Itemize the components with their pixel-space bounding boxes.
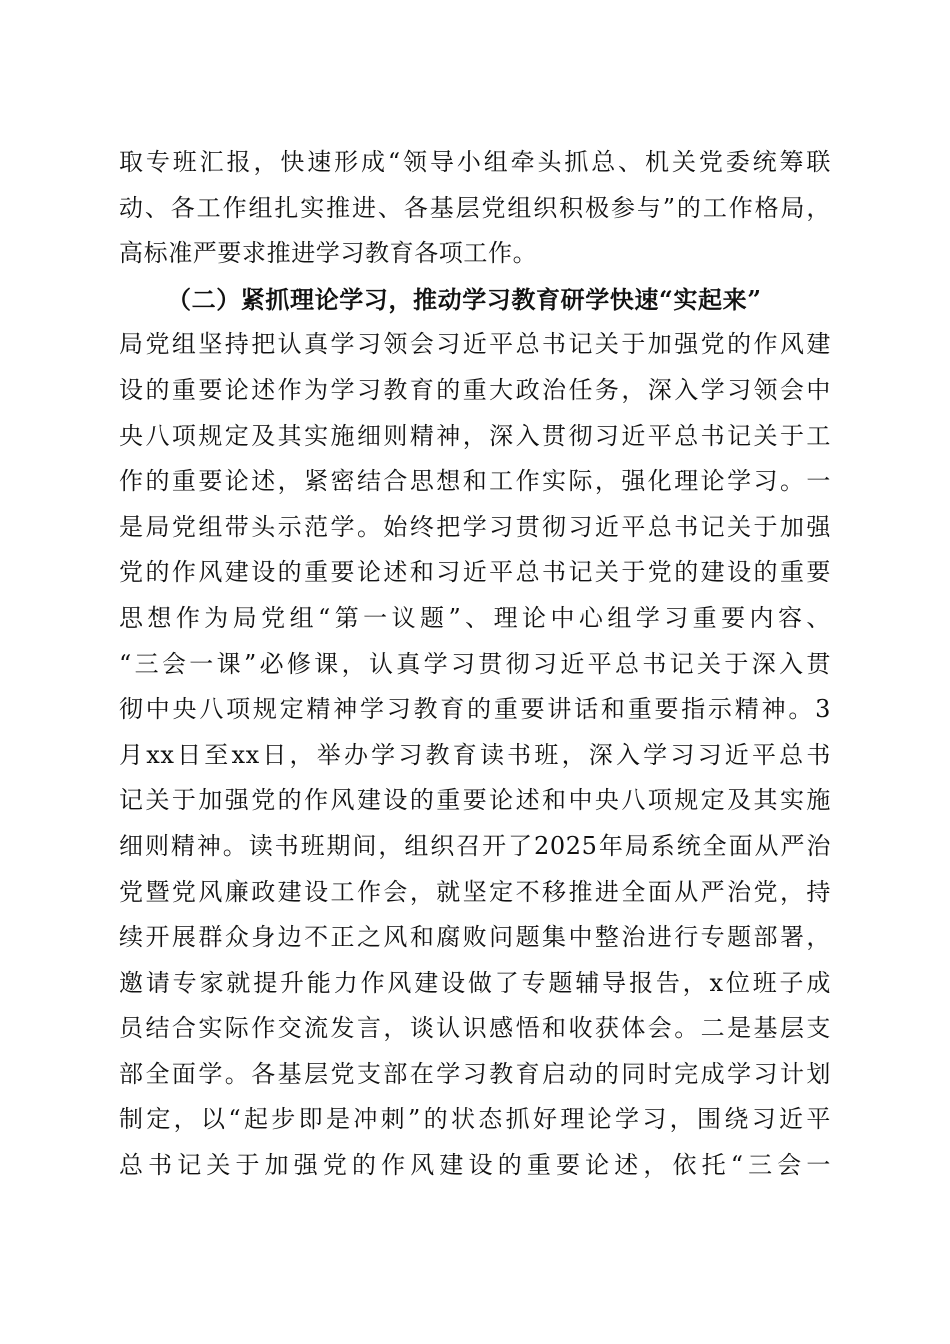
text-line: 续开展群众身边不正之风和腐败问题集中整治进行专题部署，: [119, 923, 831, 952]
text-line: 党暨党风廉政建设工作会，就坚定不移推进全面从严治党，持: [119, 877, 831, 906]
text-line: 制定，以“起步即是冲刺”的状态抓好理论学习，围绕习近平: [119, 1105, 831, 1134]
text-line: 彻中央八项规定精神学习教育的重要讲话和重要指示精神。3: [119, 695, 831, 724]
section-heading: （二）紧抓理论学习，推动学习教育研学快速“实起来”: [167, 284, 762, 314]
text-line: 央八项规定及其实施细则精神，深入贯彻习近平总书记关于工: [119, 421, 831, 450]
text-line: “三会一课”必修课，认真学习贯彻习近平总书记关于深入贯: [119, 649, 831, 678]
text-line: 动、各工作组扎实推进、各基层党组织积极参与”的工作格局，: [119, 193, 831, 222]
text-line: 总书记关于加强党的作风建设的重要论述，依托“三会一: [119, 1151, 831, 1180]
document-body: [119, 140, 831, 1189]
text-line: 作的重要论述，紧密结合思想和工作实际，强化理论学习。一: [119, 467, 831, 496]
text-line: 月xx日至xx日，举办学习教育读书班，深入学习习近平总书: [119, 740, 831, 769]
text-line: 部全面学。各基层党支部在学习教育启动的同时完成学习计划: [119, 1059, 831, 1088]
text-line: 取专班汇报，快速形成“领导小组牵头抓总、机关党委统筹联: [119, 148, 831, 176]
text-line: 高标准严要求推进学习教育各项工作。: [119, 239, 538, 268]
text-line: 员结合实际作交流发言，谈认识感悟和收获体会。二是基层支: [119, 1014, 831, 1043]
text-line: 思想作为局党组“第一议题”、理论中心组学习重要内容、: [119, 603, 831, 632]
text-line: 局党组坚持把认真学习领会习近平总书记关于加强党的作风建: [119, 330, 831, 359]
text-line: 设的重要论述作为学习教育的重大政治任务，深入学习领会中: [119, 375, 831, 404]
text-line: 党的作风建设的重要论述和习近平总书记关于党的建设的重要: [119, 558, 831, 587]
text-line: 邀请专家就提升能力作风建设做了专题辅导报告，x位班子成: [119, 968, 831, 997]
text-line: 记关于加强党的作风建设的重要论述和中央八项规定及其实施: [119, 786, 831, 815]
text-line: 是局党组带头示范学。始终把学习贯彻习近平总书记关于加强: [119, 512, 831, 541]
text-line: 细则精神。读书班期间，组织召开了2025年局系统全面从严治: [119, 831, 831, 860]
